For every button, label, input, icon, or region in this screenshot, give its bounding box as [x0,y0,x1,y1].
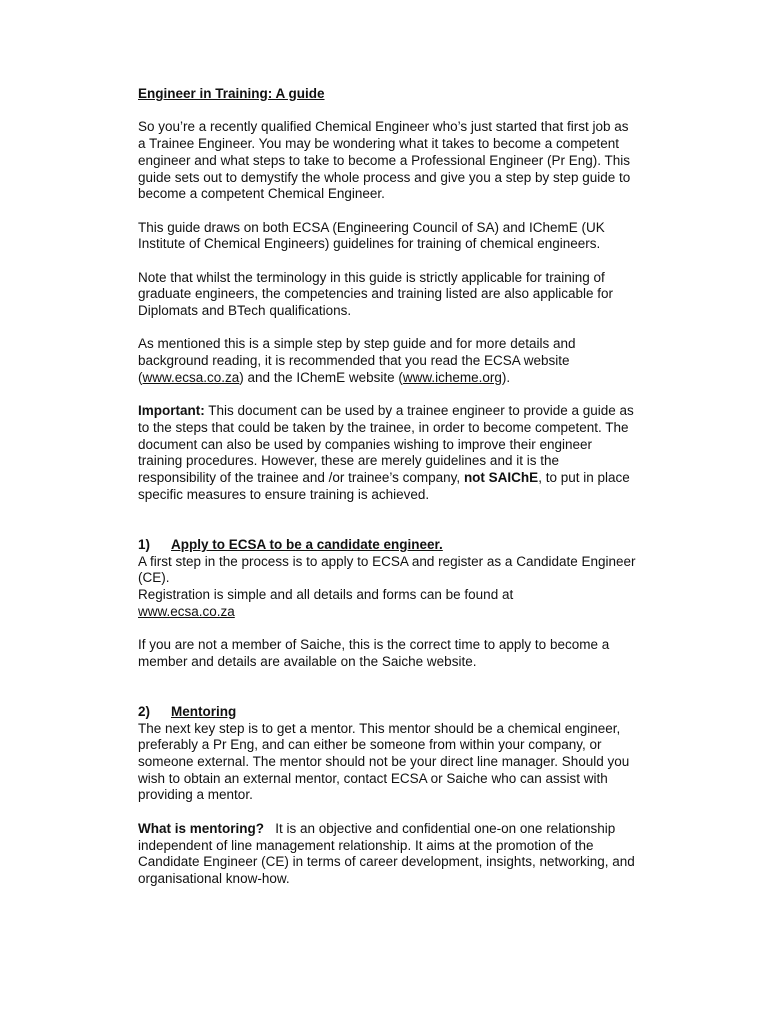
what-is-mentoring-label: What is mentoring? [138,820,264,836]
section-1-number: 1) [138,536,151,552]
important-text-before: This document can be used by a trainee engineer to provide a guide as to the steps that could be taken by the trainee, in order to become competent. The document can also be used by companies wishing to improve their engineer training procedures. However, these are merely guidelines and it is the responsibility of the trainee and /or trainee’s company, [138,403,634,486]
document-page [138,86,638,888]
intro-paragraph-4 [138,336,638,386]
ecsa-registration-link[interactable]: www.ecsa.co.za [138,603,235,619]
important-text-after: , to put in place specific measures to ensure training is achieved. [138,470,630,502]
ecsa-website-link[interactable]: www.ecsa.co.za [142,369,240,385]
section-1-paragraph-3: If you are not a member of Saiche, this is the correct time to apply to become a member and details are available on the Saiche website. [138,637,610,669]
section-1-heading [138,537,638,554]
section-1-paragraph-2: Registration is simple and all details and forms can be found at [138,587,514,602]
section-1-title: Apply to ECSA to be a candidate engineer. [171,536,443,552]
icheme-website-link[interactable]: www.icheme.org [402,369,502,385]
intro-p4-text-after: ). [501,369,511,385]
intro-p4-text-middle: ) and the IChemE website ( [239,369,403,385]
intro-p4-text-before: As mentioned this is a simple step by step guide and for more details and background reading, it is recommended that you read the ECSA website ( [138,336,576,385]
intro-paragraph-2: This guide draws on both ECSA (Engineering Council of SA) and IChemE (UK Institute of Chemical Engineers) guidelines for training of chemical engineers. [138,219,605,252]
important-paragraph [138,403,638,503]
section-2-number: 2) [138,703,151,719]
important-label: Important: [138,403,205,419]
section-2-title: Mentoring [171,703,237,719]
section-1-link-line [138,604,638,621]
important-bold-text: not SAIChE [463,470,539,486]
section-2-heading [138,704,638,721]
section-2-paragraph-2 [138,821,638,888]
what-is-mentoring-text: It is an objective and confidential one-on one relationship independent of line management relationship. It aims at the promotion of the Candidate Engineer (CE) in terms of career development, insights, networking, and organisational know-how. [138,820,639,886]
section-2-paragraph-1: The next key step is to get a mentor. This mentor should be a chemical engineer, preferably a Pr Eng, and can either be someone from within your company, or someone external. The mentor should not be your direct line manager. Should you wish to obtain an external mentor, contact ECSA or Saiche who can assist with providing a mentor. [138,720,630,803]
document-title: Engineer in Training: A guide [138,86,325,101]
intro-paragraph-1: So you’re a recently qualified Chemical Engineer who’s just started that first job as a Trainee Engineer. You may be wondering what it takes to become a competent engineer and what steps to take to become a Professional Engineer (Pr Eng). This guide sets out to demystify the whole process and give you a step by step guide to become a competent Chemical Engineer. [138,119,631,202]
section-1-paragraph-1: A first step in the process is to apply to ECSA and register as a Candidate Engineer (CE). [138,553,636,586]
intro-paragraph-3: Note that whilst the terminology in this guide is strictly applicable for training of graduate engineers, the competencies and training listed are also applicable for Diplomats and BTech qualifications. [138,269,614,319]
